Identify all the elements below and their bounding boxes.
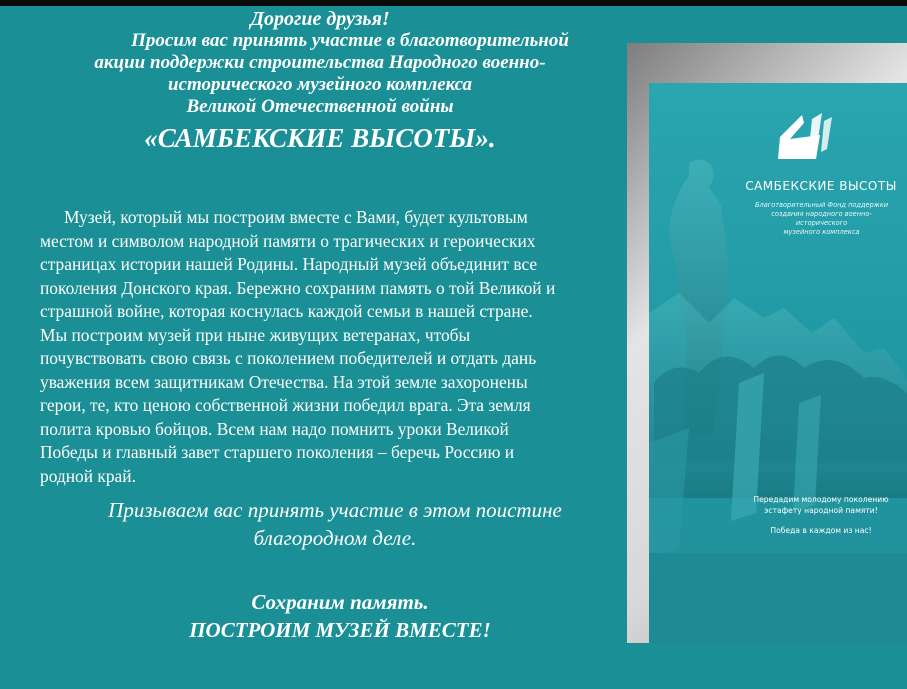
poster-image xyxy=(649,83,907,643)
body-line: Победы и главный завет старшего поколения – беречь Россию и xyxy=(40,442,515,462)
body-line: страницах истории нашей Родины. Народный музей объединит все xyxy=(40,254,538,274)
body-line: герои, те, кто ценою собственной жизни победил врага. Эта земля xyxy=(40,395,531,415)
appeal-line: благородном деле. xyxy=(253,526,417,550)
poster-slogan-line: Передадим молодому поколению xyxy=(753,495,889,504)
heading-line: Просим вас принять участие в благотворительной xyxy=(131,30,569,51)
heading-line: Великой Отечественной войны xyxy=(186,96,454,117)
body-line: поколения Донского края. Бережно сохраним память о той Великой и xyxy=(40,277,556,298)
greeting: Дорогие друзья! xyxy=(250,8,390,30)
heading-line: акции поддержки строительства Народного военно- xyxy=(94,52,546,73)
body-line: родной край. xyxy=(40,465,136,486)
appeal-block xyxy=(40,496,630,552)
closing-block xyxy=(40,588,640,644)
poster-subtitle-line: музейного комплекса xyxy=(783,228,860,236)
body-line: Мы построим музей при ныне живущих ветеранах, чтобы xyxy=(40,324,471,345)
poster-subtitle xyxy=(749,201,894,237)
main-title: «САМБЕКСКИЕ ВЫСОТЫ». xyxy=(144,123,496,153)
top-black-bar xyxy=(0,0,907,6)
body-line: почувствовать свою связь с поколением победителей и отдать дань xyxy=(40,348,537,368)
body-line: Музей, который мы построим вместе с Вами, будет культовым xyxy=(64,207,528,227)
appeal-line: Призываем вас принять участие в этом поистине xyxy=(108,498,562,522)
poster-subtitle-line: Благотворительный Фонд поддержки xyxy=(755,201,888,209)
body-line: страшной войне, которая коснулась каждой семьи в нашей стране. xyxy=(40,301,533,321)
poster-tagline: Победа в каждом из нас! xyxy=(770,526,872,535)
heading-block xyxy=(30,8,610,154)
heading-line: исторического музейного комплекса xyxy=(167,74,473,95)
flag-logo-icon xyxy=(774,111,836,171)
body-line: полита кровью бойцов. Всем нам надо помнить уроки Великой xyxy=(40,418,509,439)
body-paragraph xyxy=(40,206,620,488)
poster-slogan-line: эстафету народной памяти! xyxy=(764,506,878,515)
body-line: местом и символом народной памяти о трагических и героических xyxy=(40,230,536,251)
poster-brand: САМБЕКСКИЕ ВЫСОТЫ xyxy=(745,179,897,193)
closing-line-1: Сохраним память. xyxy=(251,590,429,614)
body-line: уважения всем защитникам Отечества. На этой земле захоронены xyxy=(40,371,528,392)
poster-frame xyxy=(627,43,907,643)
closing-line-2: ПОСТРОИМ МУЗЕЙ ВМЕСТЕ! xyxy=(189,618,491,642)
poster-slogan xyxy=(741,494,901,536)
poster-subtitle-line: создания народного военно-исторического xyxy=(771,210,872,227)
